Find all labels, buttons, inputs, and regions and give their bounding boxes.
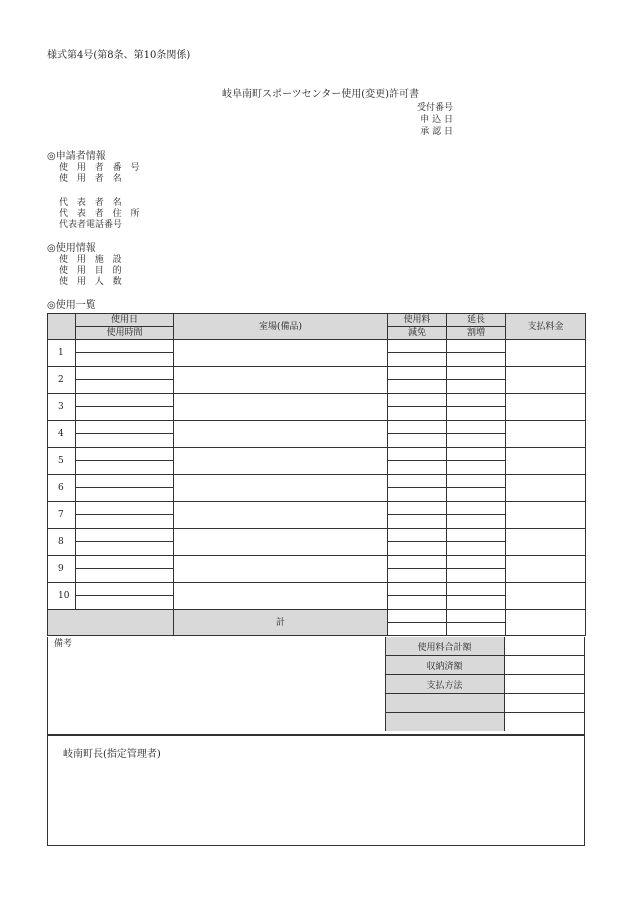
surcharge-cell[interactable] [447,488,506,502]
use-time-cell[interactable] [76,380,174,394]
exemption-cell[interactable] [388,434,447,448]
document-title: 岐阜南町スポーツセンター使用(変更)許可書 [222,89,420,100]
exemption-cell[interactable] [388,542,447,556]
use-time-cell[interactable] [76,461,174,475]
extra-label-cell [385,713,504,732]
use-time-cell[interactable] [76,407,174,421]
row-number: 6 [48,475,76,502]
extension-cell[interactable] [447,394,506,407]
use-time-cell[interactable] [76,569,174,583]
user-name-label: 使 用 者 名 [59,174,125,184]
use-date-cell[interactable] [76,394,174,407]
fee-cell[interactable] [388,448,447,461]
representative-phone-label: 代表者電話番号 [59,220,123,230]
fee-cell[interactable] [388,502,447,515]
payment-cell[interactable] [506,421,586,448]
exemption-cell[interactable] [388,569,447,583]
usage-list-heading: ◎使用一覧 [47,300,96,311]
header-surcharge: 割増 [447,327,506,340]
exemption-cell[interactable] [388,380,447,394]
surcharge-cell[interactable] [447,569,506,583]
surcharge-cell[interactable] [447,542,506,556]
exemption-cell[interactable] [388,488,447,502]
use-date-cell[interactable] [76,448,174,461]
total-fee-cell[interactable] [388,610,447,623]
received-amount-value[interactable] [504,656,584,675]
room-cell[interactable] [174,394,388,421]
use-date-cell[interactable] [76,502,174,515]
room-cell[interactable] [174,340,388,367]
usage-fields [59,255,125,288]
room-cell[interactable] [174,475,388,502]
extension-cell[interactable] [447,529,506,542]
use-date-cell[interactable] [76,475,174,488]
fee-cell[interactable] [388,583,447,596]
representative-name-label: 代 表 者 名 [59,198,125,208]
extension-cell[interactable] [447,340,506,353]
use-time-cell[interactable] [76,488,174,502]
usage-list-table [47,313,586,636]
apply-date-label: 申 込 日 [420,115,453,125]
received-amount-label: 収納済額 [385,656,504,675]
notes-section [47,637,585,735]
facility-label: 使 用 施 設 [59,255,125,265]
extension-cell[interactable] [447,502,506,515]
row-number: 10 [48,583,76,610]
payment-cell[interactable] [506,367,586,394]
exemption-cell[interactable] [388,353,447,367]
extra-value-cell[interactable] [504,694,584,713]
approve-date-label: 承 認 日 [420,127,453,137]
row-number: 7 [48,502,76,529]
fee-cell[interactable] [388,475,447,488]
surcharge-cell[interactable] [447,596,506,610]
surcharge-cell[interactable] [447,353,506,367]
room-cell[interactable] [174,502,388,529]
exemption-cell[interactable] [388,596,447,610]
extension-cell[interactable] [447,475,506,488]
notes-label: 備考 [54,639,73,649]
header-exemption: 減免 [388,327,447,340]
use-time-cell[interactable] [76,353,174,367]
payment-method-label: 支払方法 [385,675,504,694]
exemption-cell[interactable] [388,515,447,529]
header-fee: 使用料 [388,314,447,327]
applicant-heading: ◎申請者情報 [47,151,106,162]
row-number: 1 [48,340,76,367]
payment-cell[interactable] [506,340,586,367]
fee-cell[interactable] [388,421,447,434]
payment-cell[interactable] [506,394,586,421]
payment-cell[interactable] [506,556,586,583]
total-fee-value[interactable] [504,637,584,656]
surcharge-cell[interactable] [447,515,506,529]
total-exemption-cell[interactable] [388,623,447,636]
payment-method-value[interactable] [504,675,584,694]
header-room: 室場(備品) [174,314,388,340]
extension-cell[interactable] [447,421,506,434]
receipt-number-label: 受付番号 [416,103,453,113]
surcharge-cell[interactable] [447,434,506,448]
extension-cell[interactable] [447,448,506,461]
usage-heading: ◎使用情報 [47,243,96,254]
fee-cell[interactable] [388,394,447,407]
payment-cell[interactable] [506,502,586,529]
extension-cell[interactable] [447,556,506,569]
purpose-label: 使 用 目 的 [59,266,125,276]
representative-address-label: 代 表 者 住 所 [59,209,143,219]
row-number: 8 [48,529,76,556]
extension-cell[interactable] [447,367,506,380]
surcharge-cell[interactable] [447,380,506,394]
use-time-cell[interactable] [76,515,174,529]
row-number: 2 [48,367,76,394]
fee-cell[interactable] [388,340,447,353]
use-time-cell[interactable] [76,596,174,610]
total-blank-cell [48,610,174,636]
row-number: 9 [48,556,76,583]
header-blank-cell [48,314,76,340]
extra-value-cell[interactable] [504,713,584,732]
surcharge-cell[interactable] [447,407,506,421]
total-label: 計 [174,610,388,636]
exemption-cell[interactable] [388,461,447,475]
mayor-section [47,735,585,846]
use-date-cell[interactable] [76,556,174,569]
header-payment: 支払料金 [506,314,586,340]
use-date-cell[interactable] [76,340,174,353]
total-fee-label: 使用料合計額 [385,637,504,656]
use-time-cell[interactable] [76,434,174,448]
people-count-label: 使 用 人 数 [59,277,125,287]
use-date-cell[interactable] [76,367,174,380]
room-cell[interactable] [174,529,388,556]
header-use-date: 使用日 [76,314,174,327]
room-cell[interactable] [174,448,388,475]
row-number: 5 [48,448,76,475]
fee-cell[interactable] [388,556,447,569]
payment-cell[interactable] [506,448,586,475]
total-payment-cell[interactable] [506,610,586,636]
summary-table [385,637,585,731]
exemption-cell[interactable] [388,407,447,421]
header-use-time: 使用時間 [76,327,174,340]
fee-cell[interactable] [388,529,447,542]
extension-cell[interactable] [447,583,506,596]
use-date-cell[interactable] [76,421,174,434]
payment-cell[interactable] [506,583,586,610]
use-date-cell[interactable] [76,529,174,542]
header-extension: 延長 [447,314,506,327]
total-surcharge-cell[interactable] [447,623,506,636]
row-number: 4 [48,421,76,448]
extra-label-cell [385,694,504,713]
user-number-label: 使 用 者 番 号 [59,163,143,173]
total-extension-cell[interactable] [447,610,506,623]
use-date-cell[interactable] [76,583,174,596]
row-number: 3 [48,394,76,421]
fee-cell[interactable] [388,367,447,380]
mayor-label: 岐南町長(指定管理者) [63,749,161,760]
applicant-fields [59,163,142,231]
room-cell[interactable] [174,367,388,394]
form-number: 様式第4号(第8条、第10条関係) [47,50,191,61]
surcharge-cell[interactable] [447,461,506,475]
room-cell[interactable] [174,583,388,610]
use-time-cell[interactable] [76,542,174,556]
payment-cell[interactable] [506,529,586,556]
room-cell[interactable] [174,421,388,448]
room-cell[interactable] [174,556,388,583]
payment-cell[interactable] [506,475,586,502]
